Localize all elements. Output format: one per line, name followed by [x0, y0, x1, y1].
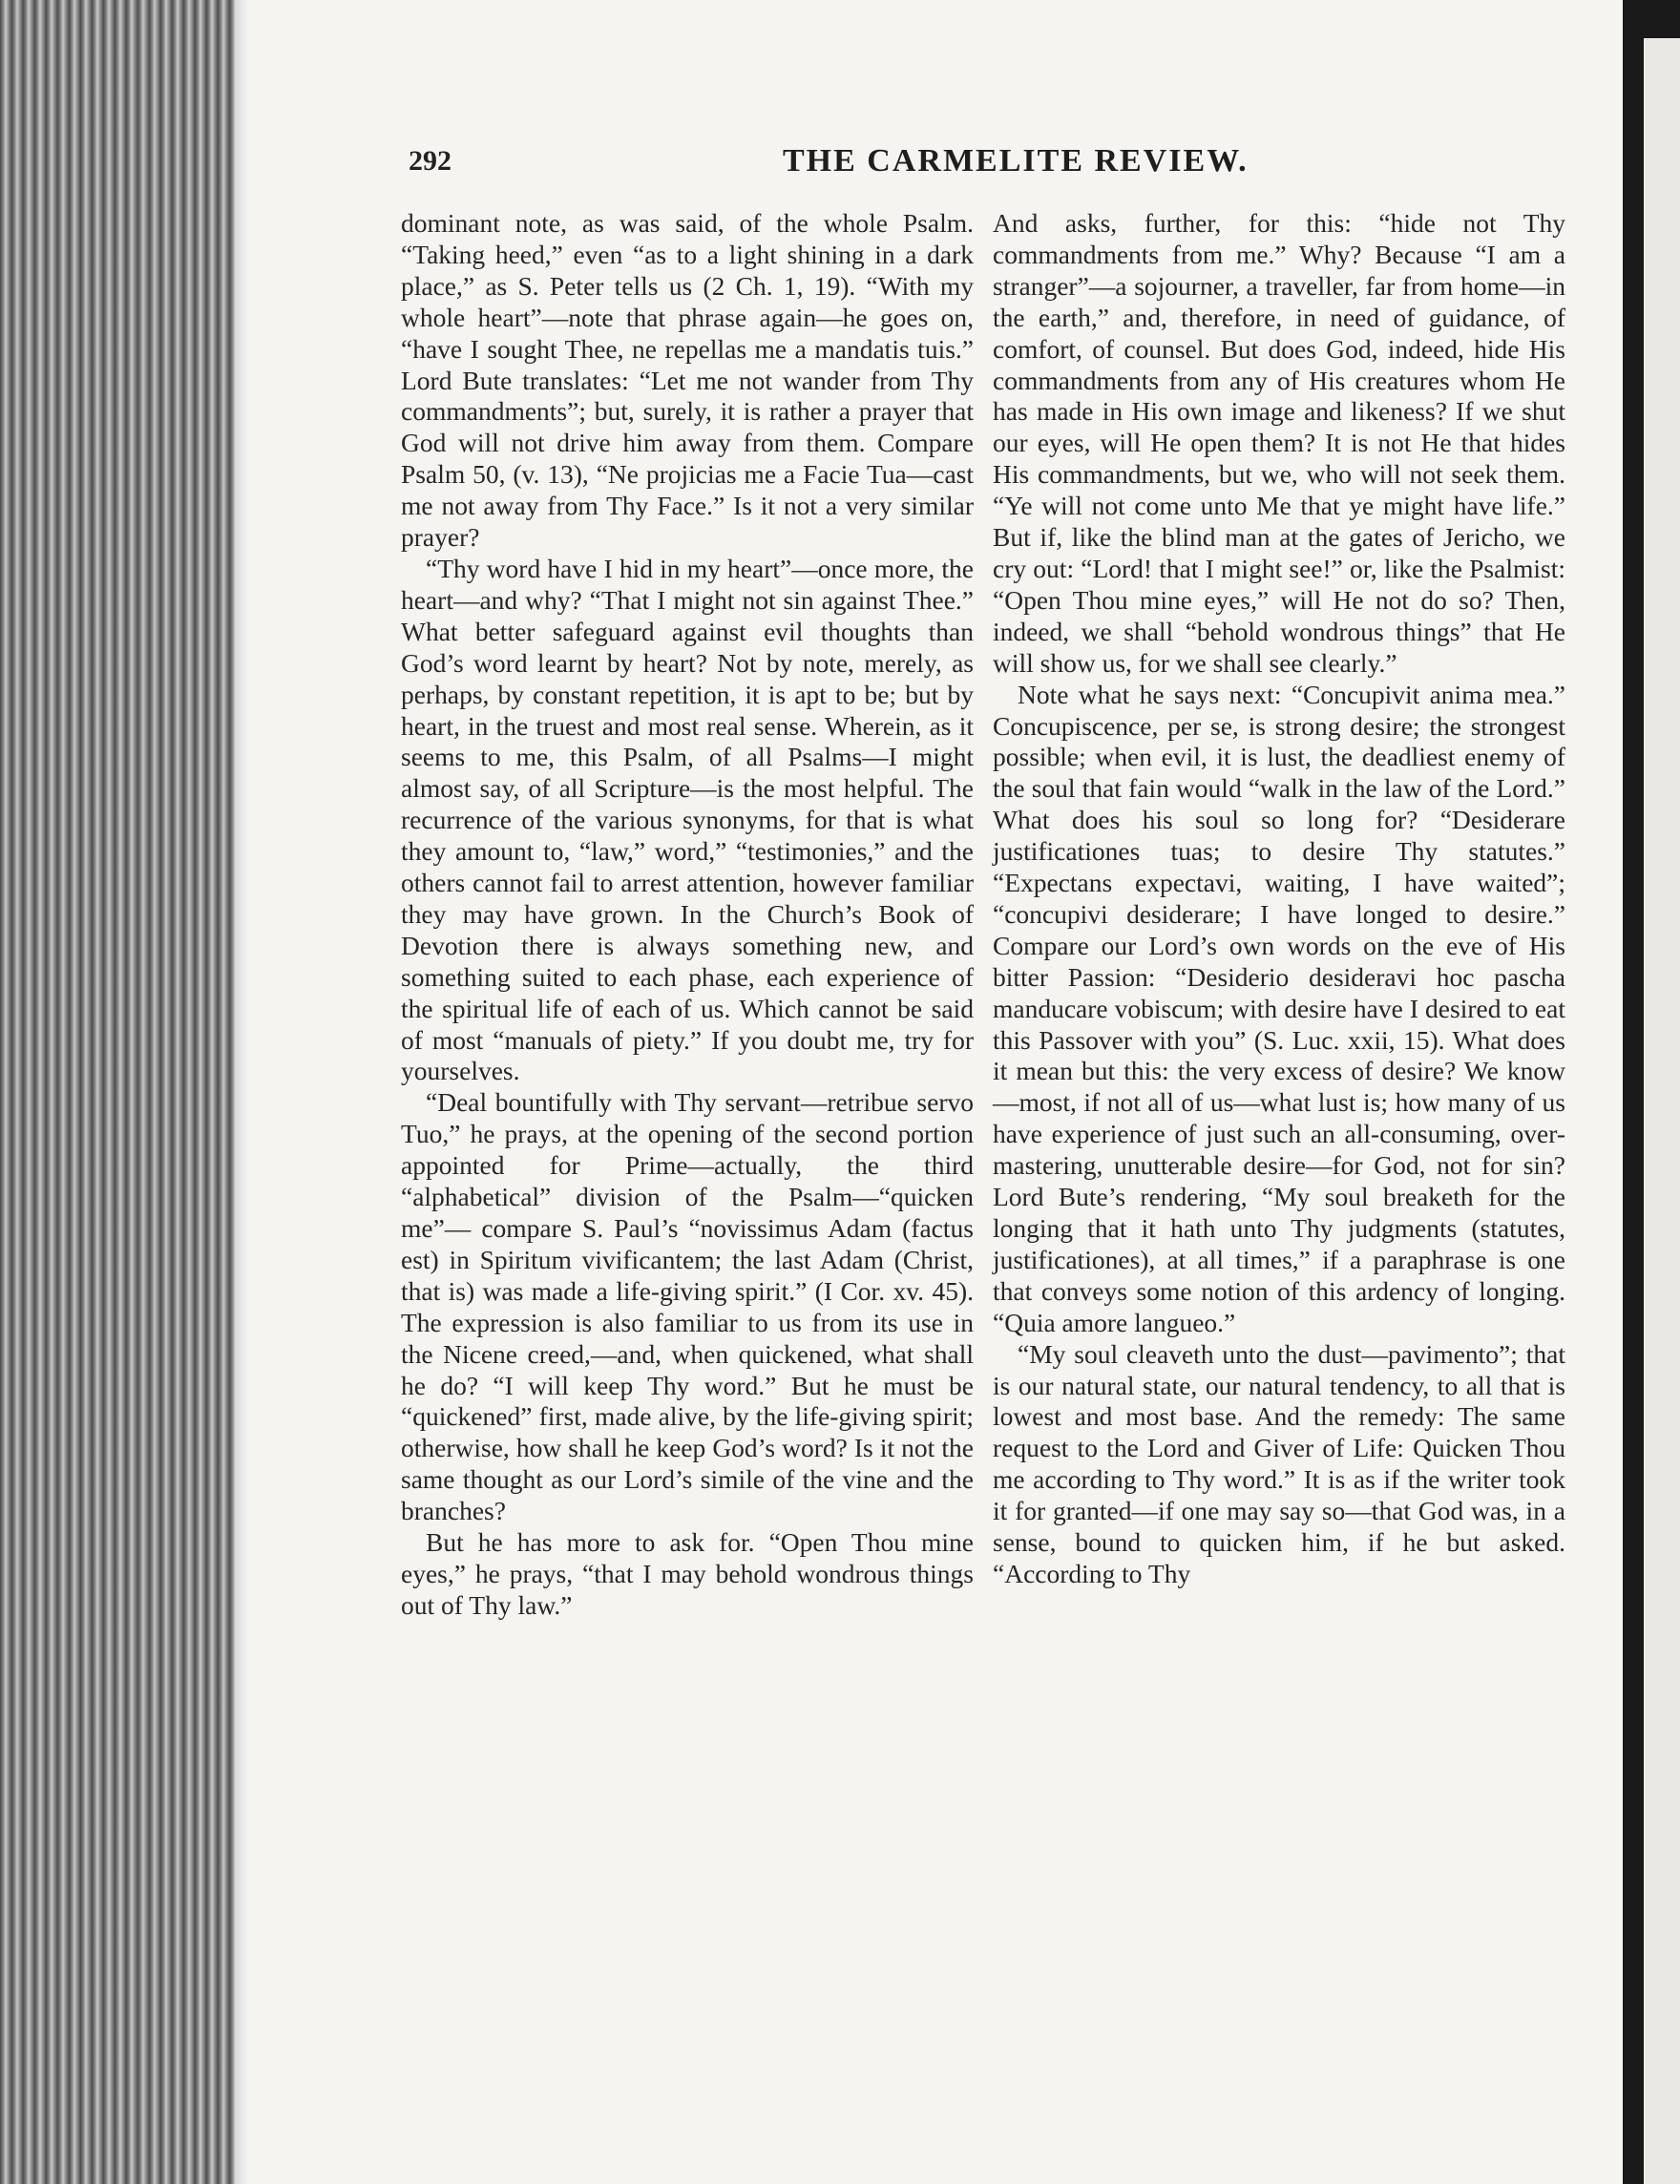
facing-page-edge [1644, 38, 1680, 2184]
paragraph: dominant note, as was said, of the whole Psalm. “Taking heed,” even “as to a light shining in a dark place,” as S. Peter tells us (2 Ch. 1, 19). “With my whole heart”—note that phrase again—he goes on, “have I sought Thee, ne repellas me a mandatis tuis.” Lord Bute translates: “Let me not wander from Thy commandments”; but, surely, it is rather a prayer that God will not drive him away from them. Compare Psalm 50, (v. 13), “Ne projicias me a Facie Tua—cast me not away from Thy Face.” Is it not a very similar prayer? [401, 208, 974, 553]
paragraph: Note what he says next: “Concupivit anima mea.” Concupiscence, per se, is strong desire; the strongest possible; when evil, it is lust, the deadliest enemy of the soul that fain would “walk in the law of the Lord.” What does his soul so long for? “Desiderare justificationes tuas; to desire Thy statutes.” “Expectans expectavi, waiting, I have waited”; “concupivi desiderare; I have longed to desire.” Compare our Lord’s own words on the eve of His bitter Passion: “Desiderio desideravi hoc pascha manducare vobiscum; with desire have I desired to eat this Passover with you” (S. Luc. xxii, 15). What does it mean but this: the very excess of desire? We know—most, if not all of us—what lust is; how many of us have experience of just such an all-consuming, over-mastering, unutterable desire—for God, not for sin? Lord Bute’s rendering, “My soul breaketh for the longing that it hath unto Thy judgments (statutes, justificationes), at all times,” if a paraphrase is one that conveys some notion of this ardency of longing. “Quia amore langueo.” [993, 679, 1565, 1337]
left-column [401, 208, 974, 1622]
paragraph: And asks, further, for this: “hide not Thy commandments from me.” Why? Because “I am a stranger”—a sojourner, a traveller, far from home—in the earth,” and, therefore, in need of guidance, of comfort, of counsel. But does God, indeed, hide His commandments from any of His creatures whom He has made in His own image and likeness? If we shut our eyes, will He open them? It is not He that hides His commandments, but we, who will not seek them. “Ye will not come unto Me that ye might have life.” But if, like the blind man at the gates of Jericho, we cry out: “Lord! that I might see!” or, like the Psalmist: “Open Thou mine eyes,” will He not do so? Then, indeed, we shall “behold wondrous things” that He will show us, for we shall see clearly.” [993, 208, 1565, 678]
running-title: THE CARMELITE REVIEW. [783, 143, 1249, 178]
book-page-edges [0, 0, 248, 2184]
paragraph: But he has more to ask for. “Open Thou mine eyes,” he prays, “that I may behold wondrous things out of Thy law.” [401, 1527, 974, 1620]
page-number: 292 [409, 145, 452, 177]
paragraph: “My soul cleaveth unto the dust—pavimento”; that is our natural state, our natural tendency, to all that is lowest and most base. And the remedy: The same request to the Lord and Giver of Life: Quicken Thou me according to Thy word.” It is as if the writer took it for granted—if one may say so—that God was, in a sense, bound to quicken him, if he but asked. “According to Thy [993, 1338, 1565, 1588]
right-column [993, 208, 1565, 1590]
book-page [248, 0, 1623, 2184]
paragraph: “Thy word have I hid in my heart”—once more, the heart—and why? “That I might not sin against Thee.” What better safeguard against evil thoughts than God’s word learnt by heart? Not by note, merely, as perhaps, by constant repetition, it is apt to be; but by heart, in the truest and most real sense. Wherein, as it seems to me, this Psalm, of all Psalms—I might almost say, of all Scripture—is the most helpful. The recurrence of the various synonyms, for that is what they amount to, “law,” word,” “testimonies,” and the others cannot fail to arrest attention, however familiar they may have grown. In the Church’s Book of Devotion there is always something new, and something suited to each phase, each experience of the spiritual life of each of us. Which cannot be said of most “manuals of piety.” If you doubt me, try for yourselves. [401, 553, 974, 1086]
paragraph: “Deal bountifully with Thy servant—retribue servo Tuo,” he prays, at the opening of the second portion appointed for Prime—actually, the third “alphabetical” division of the Psalm—“quicken me”— compare S. Paul’s “novissimus Adam (factus est) in Spiritum vivificantem; the last Adam (Christ, that is) was made a life-giving spirit.” (I Cor. xv. 45). The expression is also familiar to us from its use in the Nicene creed,—and, when quickened, what shall he do? “I will keep Thy word.” But he must be “quickened” first, made alive, by the life-giving spirit; otherwise, how shall he keep God’s word? Is it not the same thought as our Lord’s simile of the vine and the branches? [401, 1087, 974, 1526]
